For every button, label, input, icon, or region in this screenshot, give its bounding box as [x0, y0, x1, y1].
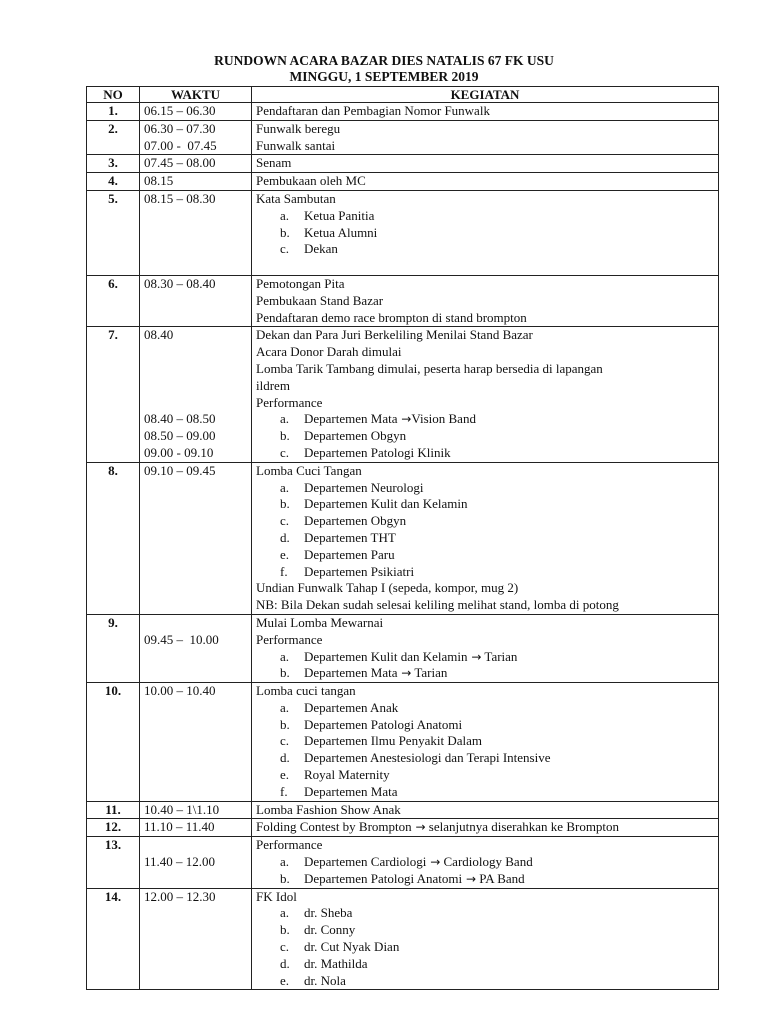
row-number: 3.: [87, 155, 140, 173]
time-cell: [140, 888, 252, 990]
activity-label: Pendaftaran dan Pembagian Nomor Funwalk: [256, 103, 490, 118]
arrow-right-icon: →: [426, 855, 441, 870]
activity-label: Departemen Anak: [304, 699, 399, 715]
activity-label: dr. Nola: [304, 972, 346, 988]
table-row: [87, 120, 719, 155]
subitem-label: e.: [280, 972, 290, 988]
activity-label: dr. Sheba: [304, 905, 353, 921]
time-text: [144, 615, 247, 632]
activity-subitem: [256, 784, 714, 801]
activity-label: ildrem: [256, 377, 290, 393]
row-number: 2.: [87, 120, 140, 155]
activity-cell: [252, 155, 719, 173]
activity-label: Departemen Mata: [304, 411, 398, 427]
activity-label: Lomba Fashion Show Anak: [256, 801, 401, 817]
row-number: 1.: [87, 103, 140, 121]
arrow-target-text: Tarian: [411, 665, 448, 681]
time-text: 10.40 – 1\1.10: [144, 801, 220, 817]
activity-text: [256, 632, 714, 649]
activity-cell: [252, 801, 719, 819]
activity-label: Departemen Mata: [304, 783, 398, 799]
activity-subitem: [256, 547, 714, 564]
subitem-label: b.: [280, 716, 290, 732]
activity-label: Folding Contest by Brompton: [256, 819, 412, 835]
activity-label: FK Idol: [256, 888, 297, 904]
subitem-label: c.: [280, 241, 290, 257]
subitem-label: e.: [280, 767, 290, 783]
subitem-label: c.: [280, 444, 290, 460]
row-number: 7.: [87, 327, 140, 462]
activity-label: Pendaftaran demo race brompton di stand brompton: [256, 309, 527, 325]
activity-label: Departemen Patologi Anatomi: [304, 716, 463, 732]
row-number: 9.: [87, 614, 140, 682]
activity-label: Undian Funwalk Tahap I (sepeda, kompor, mug 2): [256, 580, 519, 596]
activity-text: [256, 258, 714, 275]
row-number: 13.: [87, 837, 140, 888]
activity-label: Departemen Cardiologi: [304, 854, 427, 870]
time-text: [144, 378, 247, 395]
arrow-target-text: Tarian: [481, 648, 518, 664]
subitem-label: a.: [280, 207, 290, 223]
subitem-label: b.: [280, 496, 290, 512]
activity-label: Pembukaan oleh MC: [256, 173, 366, 189]
activity-text: [256, 378, 714, 395]
header-waktu: WAKTU: [140, 87, 252, 103]
activity-text: [256, 802, 714, 819]
activity-subitem: [256, 922, 714, 939]
activity-label: Departemen Mata: [304, 665, 398, 681]
row-number: 12.: [87, 819, 140, 837]
arrow-right-icon: →: [411, 820, 426, 835]
table-row: [87, 683, 719, 802]
subitem-label: a.: [280, 699, 290, 715]
activity-label: Dekan dan Para Juri Berkeliling Menilai Stand Bazar: [256, 327, 533, 343]
activity-label: dr. Mathilda: [304, 955, 368, 971]
activity-cell: [252, 103, 719, 121]
activity-label: Departemen Neurologi: [304, 479, 424, 495]
arrow-right-icon: →: [397, 412, 412, 427]
activity-subitem: [256, 665, 714, 682]
table-row: [87, 155, 719, 173]
activity-cell: [252, 614, 719, 682]
activity-label: [256, 258, 259, 273]
activity-text: [256, 683, 714, 700]
activity-label: dr. Cut Nyak Dian: [304, 939, 400, 955]
subitem-label: e.: [280, 546, 290, 562]
table-row: [87, 190, 719, 275]
subitem-label: a.: [280, 905, 290, 921]
time-cell: [140, 801, 252, 819]
time-text: [144, 395, 247, 412]
table-row: [87, 837, 719, 888]
activity-label: NB: Bila Dekan sudah selesai keliling melihat stand, lomba di potong: [256, 597, 619, 613]
table-row: [87, 103, 719, 121]
activity-cell: [252, 462, 719, 614]
table-row: [87, 819, 719, 837]
activity-label: Performance: [256, 631, 323, 647]
time-cell: [140, 103, 252, 121]
time-text: 09.45 – 10.00: [144, 631, 219, 647]
activity-label: Departemen Anestesiologi dan Terapi Intensive: [304, 750, 551, 766]
activity-text: [256, 597, 714, 614]
activity-label: Departemen Obgyn: [304, 428, 407, 444]
time-text: 07.00 - 07.45: [144, 137, 217, 153]
time-text: 08.40: [144, 327, 174, 343]
activity-cell: [252, 327, 719, 462]
time-text: 08.15 – 08.30: [144, 190, 216, 206]
activity-text: [256, 837, 714, 854]
activity-subitem: [256, 480, 714, 497]
subitem-label: b.: [280, 428, 290, 444]
activity-subitem: [256, 717, 714, 734]
activity-label: Departemen THT: [304, 529, 396, 545]
arrow-target-text: selanjutnya diserahkan ke Brompton: [425, 819, 620, 835]
time-cell: [140, 173, 252, 191]
activity-subitem: [256, 956, 714, 973]
activity-label: Departemen Kulit dan Kelamin: [304, 648, 468, 664]
document-title: RUNDOWN ACARA BAZAR DIES NATALIS 67 FK USU: [214, 53, 554, 68]
time-text: [144, 837, 247, 854]
activity-label: Lomba cuci tangan: [256, 683, 356, 699]
activity-subitem: [256, 649, 714, 666]
arrow-target-text: Vision Band: [411, 411, 476, 427]
header-no: NO: [87, 87, 140, 103]
row-number: 11.: [87, 801, 140, 819]
activity-label: Departemen Psikiatri: [304, 563, 415, 579]
arrow-right-icon: →: [397, 666, 412, 681]
subitem-label: a.: [280, 854, 290, 870]
table-row: [87, 173, 719, 191]
time-text: [144, 344, 247, 361]
activity-text: [256, 293, 714, 310]
activity-label: Pembukaan Stand Bazar: [256, 292, 384, 308]
table-row: [87, 801, 719, 819]
time-cell: [140, 614, 252, 682]
activity-cell: [252, 173, 719, 191]
activity-label: Acara Donor Darah dimulai: [256, 344, 402, 360]
activity-text: [256, 889, 714, 906]
time-text: 12.00 – 12.30: [144, 888, 216, 904]
subitem-label: b.: [280, 224, 290, 240]
time-text: 11.40 – 12.00: [144, 854, 216, 870]
activity-text: [256, 121, 714, 138]
activity-text: [256, 155, 714, 172]
activity-label: Ketua Alumni: [304, 224, 378, 240]
time-text: [144, 361, 247, 378]
row-number: 5.: [87, 190, 140, 275]
subitem-label: a.: [280, 479, 290, 495]
time-text: 06.30 – 07.30: [144, 120, 216, 136]
activity-text: [256, 580, 714, 597]
arrow-right-icon: →: [467, 649, 482, 664]
subitem-label: a.: [280, 411, 290, 427]
header-kegiatan: KEGIATAN: [252, 87, 719, 103]
subitem-label: d.: [280, 529, 290, 545]
subitem-label: b.: [280, 665, 290, 681]
activity-text: [256, 327, 714, 344]
time-text: 09.00 - 09.10: [144, 444, 214, 460]
activity-subitem: [256, 496, 714, 513]
activity-text: [256, 103, 714, 120]
activity-cell: [252, 190, 719, 275]
time-cell: [140, 683, 252, 802]
activity-label: Departemen Paru: [304, 546, 395, 562]
time-text: 08.50 – 09.00: [144, 428, 216, 444]
activity-label: Lomba Tarik Tambang dimulai, peserta harap bersedia di lapangan: [256, 360, 603, 376]
activity-label: Ketua Panitia: [304, 207, 375, 223]
time-text: 10.00 – 10.40: [144, 683, 216, 699]
subitem-label: c.: [280, 939, 290, 955]
table-row: [87, 614, 719, 682]
activity-subitem: [256, 445, 714, 462]
activity-cell: [252, 819, 719, 837]
activity-label: Departemen Patologi Klinik: [304, 444, 451, 460]
activity-text: [256, 310, 714, 327]
time-text: 08.40 – 08.50: [144, 411, 216, 427]
activity-label: Lomba Cuci Tangan: [256, 462, 362, 478]
activity-subitem: [256, 854, 714, 871]
activity-label: Departemen Patologi Anatomi: [304, 870, 463, 886]
activity-subitem: [256, 700, 714, 717]
activity-subitem: [256, 750, 714, 767]
activity-subitem: [256, 564, 714, 581]
arrow-target-text: PA Band: [476, 870, 525, 886]
activity-text: [256, 138, 714, 155]
time-cell: [140, 462, 252, 614]
time-text: 11.10 – 11.40: [144, 819, 215, 835]
time-text: 08.30 – 08.40: [144, 275, 216, 291]
activity-label: Mulai Lomba Mewarnai: [256, 614, 384, 630]
subitem-label: c.: [280, 733, 290, 749]
activity-subitem: [256, 241, 714, 258]
time-text: 06.15 – 06.30: [144, 103, 216, 118]
row-number: 8.: [87, 462, 140, 614]
table-row: [87, 888, 719, 990]
activity-cell: [252, 683, 719, 802]
activity-cell: [252, 120, 719, 155]
activity-label: Kata Sambutan: [256, 190, 336, 206]
activity-label: dr. Conny: [304, 922, 356, 938]
activity-subitem: [256, 225, 714, 242]
row-number: 14.: [87, 888, 140, 990]
subitem-label: c.: [280, 513, 290, 529]
activity-subitem: [256, 428, 714, 445]
activity-text: [256, 615, 714, 632]
activity-text: [256, 276, 714, 293]
time-cell: [140, 155, 252, 173]
activity-label: Dekan: [304, 241, 338, 257]
table-header-row: [87, 87, 719, 103]
row-number: 6.: [87, 275, 140, 326]
time-text: 08.15: [144, 173, 174, 189]
activity-text: [256, 463, 714, 480]
subitem-label: f.: [280, 563, 288, 579]
activity-text: [256, 344, 714, 361]
activity-label: Departemen Ilmu Penyakit Dalam: [304, 733, 482, 749]
activity-subitem: [256, 733, 714, 750]
activity-subitem: [256, 411, 714, 428]
activity-subitem: [256, 871, 714, 888]
time-cell: [140, 327, 252, 462]
activity-label: Departemen Kulit dan Kelamin: [304, 496, 468, 512]
activity-subitem: [256, 513, 714, 530]
activity-subitem: [256, 530, 714, 547]
table-row: [87, 275, 719, 326]
activity-cell: [252, 837, 719, 888]
table-row: [87, 327, 719, 462]
activity-subitem: [256, 905, 714, 922]
activity-text: [256, 361, 714, 378]
activity-label: Royal Maternity: [304, 767, 390, 783]
subitem-label: a.: [280, 648, 290, 664]
activity-label: Funwalk beregu: [256, 120, 341, 136]
time-text: 07.45 – 08.00: [144, 155, 216, 171]
arrow-target-text: Cardiology Band: [440, 854, 533, 870]
activity-text: [256, 395, 714, 412]
activity-subitem: [256, 939, 714, 956]
table-body: [87, 103, 719, 990]
subitem-label: f.: [280, 783, 288, 799]
subitem-label: b.: [280, 870, 290, 886]
row-number: 10.: [87, 683, 140, 802]
subitem-label: d.: [280, 750, 290, 766]
time-cell: [140, 837, 252, 888]
time-cell: [140, 190, 252, 275]
document-subtitle: MINGGU, 1 SEPTEMBER 2019: [289, 69, 479, 84]
time-text: 09.10 – 09.45: [144, 462, 216, 478]
activity-label: Departemen Obgyn: [304, 513, 407, 529]
rundown-table: [86, 86, 719, 990]
time-cell: [140, 819, 252, 837]
table-row: [87, 462, 719, 614]
activity-text: [256, 819, 714, 836]
activity-cell: [252, 275, 719, 326]
activity-subitem: [256, 973, 714, 990]
activity-text: [256, 173, 714, 190]
subitem-label: b.: [280, 922, 290, 938]
activity-text: [256, 191, 714, 208]
activity-label: Performance: [256, 394, 323, 410]
arrow-right-icon: →: [462, 871, 477, 886]
activity-label: Funwalk santai: [256, 137, 336, 153]
time-cell: [140, 275, 252, 326]
activity-label: Pemotongan Pita: [256, 275, 345, 291]
time-cell: [140, 120, 252, 155]
activity-label: Senam: [256, 155, 292, 171]
activity-label: Performance: [256, 837, 323, 853]
activity-subitem: [256, 767, 714, 784]
activity-subitem: [256, 208, 714, 225]
subitem-label: d.: [280, 955, 290, 971]
row-number: 4.: [87, 173, 140, 191]
activity-cell: [252, 888, 719, 990]
